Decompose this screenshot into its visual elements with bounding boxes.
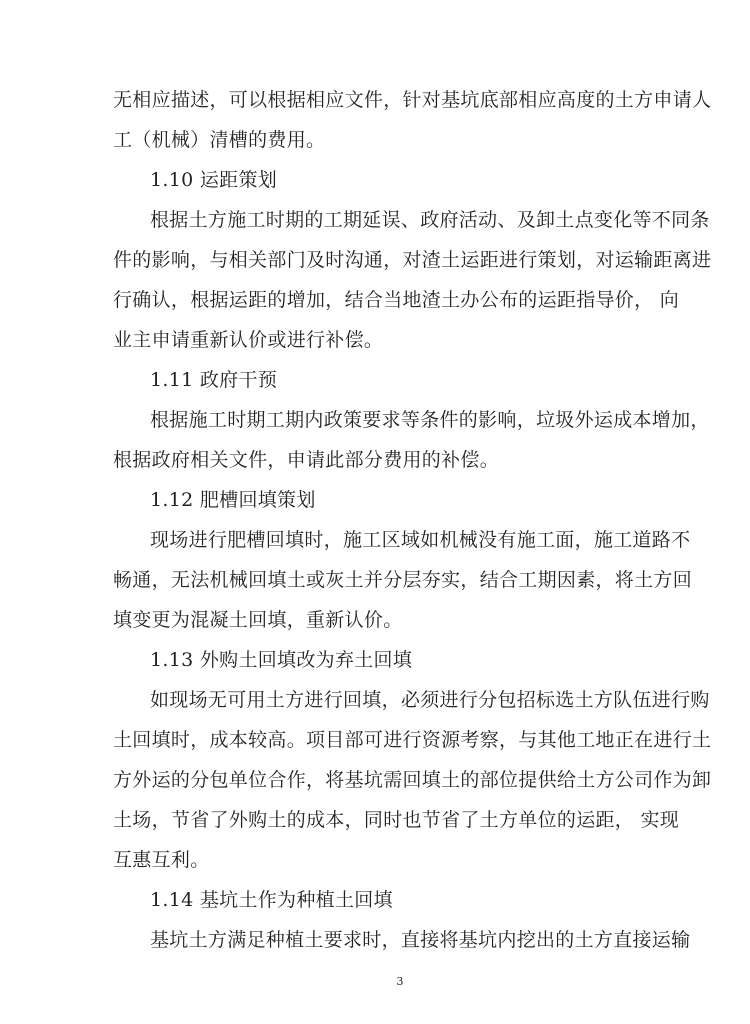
section-heading: 1.14 基坑土作为种植土回填 [150,889,393,911]
paragraph-line: 现场进行肥槽回填时，施工区域如机械没有施工面，施工道路不 [150,529,691,551]
paragraph-line: 互惠互利。 [113,849,210,871]
paragraph-line: 根据土方施工时期的工期延误、政府活动、及卸土点变化等不同条 [150,209,710,231]
page-number: 3 [396,975,404,988]
paragraph-line: 填变更为混凝土回填，重新认价。 [113,609,403,631]
section-heading: 1.12 肥槽回填策划 [150,489,316,511]
paragraph-line: 工（机械）清槽的费用。 [113,129,326,151]
section-heading: 1.11 政府干预 [150,369,278,391]
paragraph-line: 行确认，根据运距的增加，结合当地渣土办公布的运距指导价， 向 [113,289,680,311]
section-heading: 1.13 外购土回填改为弃土回填 [150,649,413,671]
paragraph-line: 如现场无可用土方进行回填，必须进行分包招标选土方队伍进行购 [150,689,710,711]
paragraph-line: 方外运的分包单位合作，将基坑需回填土的部位提供给土方公司作为卸 [113,769,712,791]
paragraph-line: 根据施工时期工期内政策要求等条件的影响，垃圾外运成本增加， [150,409,710,431]
paragraph-line: 根据政府相关文件，申请此部分费用的补偿。 [113,449,500,471]
paragraph-line: 基坑土方满足种植土要求时，直接将基坑内挖出的土方直接运输 [150,929,691,951]
paragraph-line: 业主申请重新认价或进行补偿。 [113,329,384,351]
section-heading: 1.10 运距策划 [150,169,278,191]
paragraph-line: 畅通，无法机械回填土或灰土并分层夯实，结合工期因素，将土方回 [113,569,693,591]
paragraph-line: 土场，节省了外购土的成本，同时也节省了土方单位的运距， 实现 [113,809,680,831]
paragraph-line: 土回填时，成本较高。项目部可进行资源考察，与其他工地正在进行土 [113,729,712,751]
paragraph-line: 件的影响，与相关部门及时沟通，对渣土运距进行策划，对运输距离进 [113,249,712,271]
paragraph-line: 无相应描述，可以根据相应文件，针对基坑底部相应高度的土方申请人 [113,89,712,111]
